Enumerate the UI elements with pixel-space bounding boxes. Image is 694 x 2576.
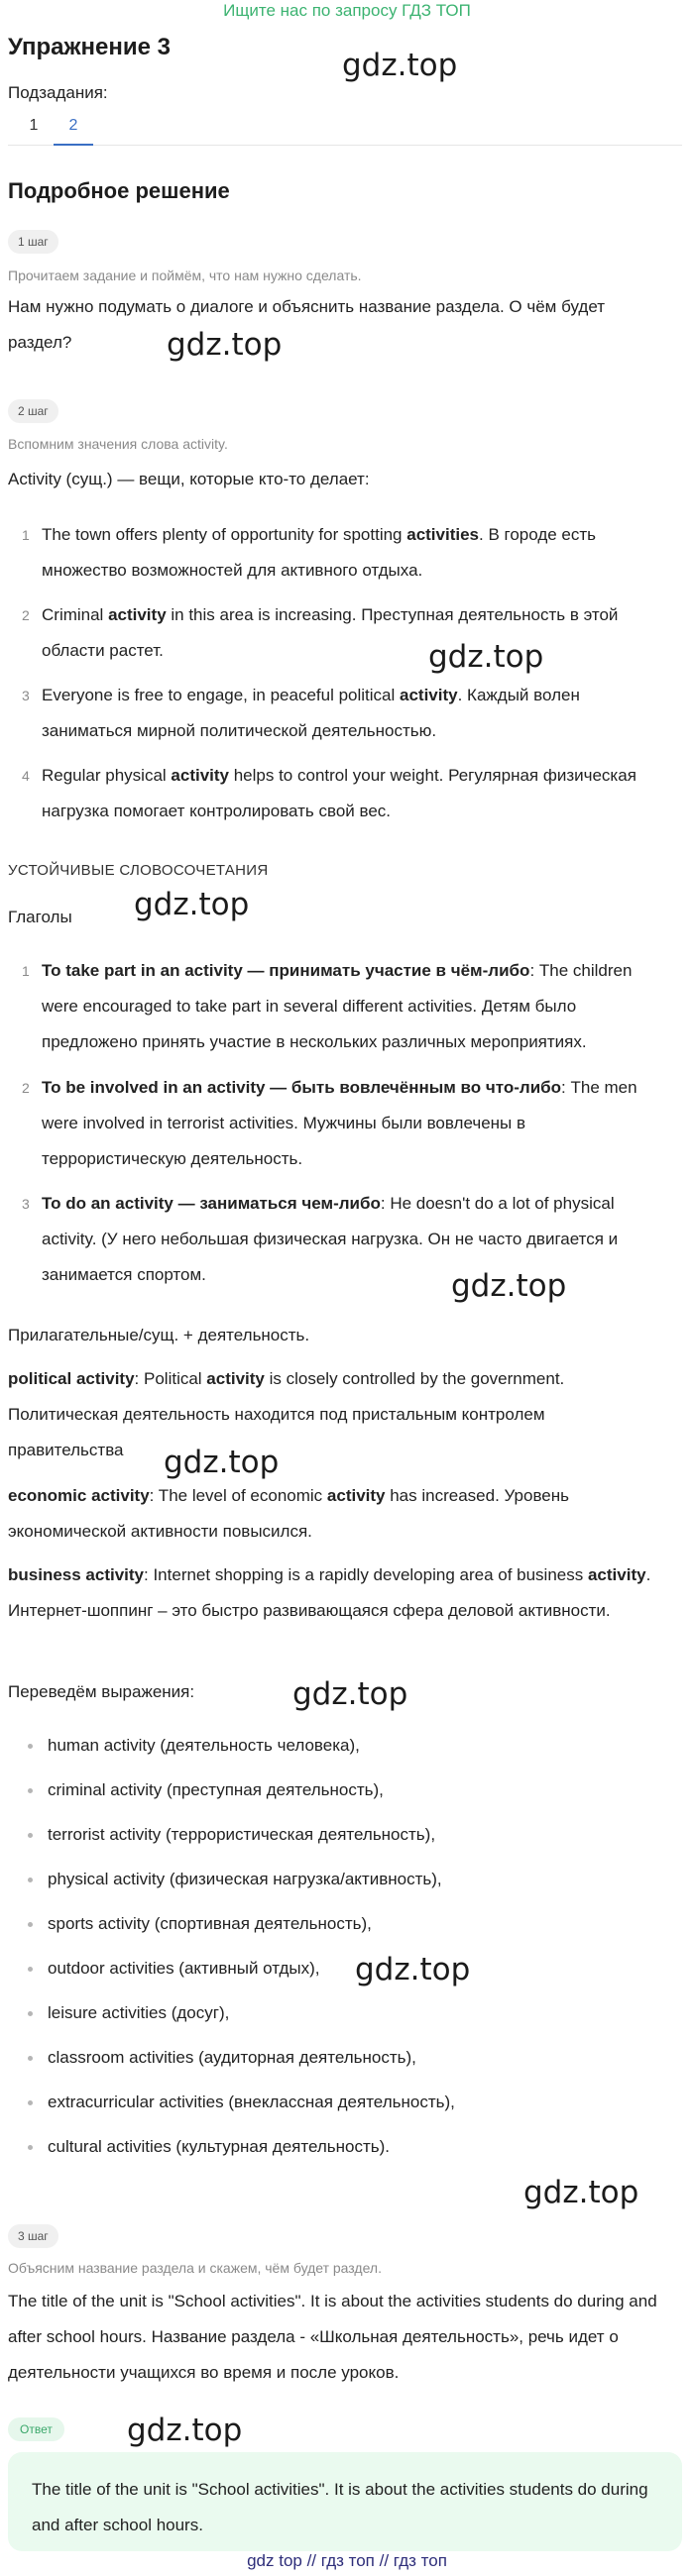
answer-badge: Ответ — [8, 2417, 64, 2441]
tab-subtask-1[interactable]: 1 — [29, 117, 39, 134]
list-item: leisure activities (досуг), — [8, 1995, 662, 2040]
subtasks-label: Подзадания: — [8, 83, 108, 102]
list-item: extracurricular activities (внеклассная деятельность), — [8, 2085, 662, 2129]
step-2-intro: Activity (сущ.) — вещи, которые кто-то делает: — [8, 470, 370, 488]
subtask-tabs — [8, 112, 682, 146]
list-item: terrorist activity (террористическая деятельность), — [8, 1817, 662, 1862]
collocations-heading: УСТОЙЧИВЫЕ СЛОВОСОЧЕТАНИЯ — [8, 862, 269, 879]
step-1-hint: Прочитаем задание и поймём, что нам нужно сделать. — [8, 268, 362, 283]
example-number: 3 — [22, 688, 30, 703]
tab-subtask-2[interactable]: 2 — [54, 112, 93, 146]
verb-text: To do an activity — заниматься чем-либо: He doesn't do a lot of physical activity. (У него небольшая физическая нагрузка. Он не часто двигается и занимается спортом. — [42, 1194, 619, 1284]
translation-list — [8, 1728, 662, 2174]
verb-number: 1 — [22, 963, 30, 979]
watermark: gdz.top — [134, 887, 250, 922]
watermark: gdz.top — [342, 48, 458, 83]
example-number: 4 — [22, 768, 30, 784]
verb-number: 2 — [22, 1080, 30, 1096]
list-item: sports activity (спортивная деятельность), — [8, 1906, 662, 1951]
example-text: Regular physical activity helps to control your weight. Регулярная физическая нагрузка помогает контролировать свой вес. — [42, 766, 636, 820]
example-text: Criminal activity in this area is increasing. Преступная деятельность в этой области растет. — [42, 605, 619, 660]
watermark: gdz.top — [451, 1268, 567, 1304]
example-text: The town offers plenty of opportunity for spotting activities. В городе есть множество возможностей для активного отдыха. — [42, 525, 597, 580]
step-3-text: The title of the unit is "School activities". It is about the activities students do during and after school hours. Название раздела - «Школьная деятельность», речь идет о деятельности учащихся во время и после уроков. — [8, 2292, 657, 2382]
step-3-hint: Объясним название раздела и скажем, чём будет раздел. — [8, 2260, 382, 2276]
watermark: gdz.top — [428, 639, 544, 675]
list-item: criminal activity (преступная деятельность), — [8, 1772, 662, 1817]
example-number: 2 — [22, 607, 30, 623]
translate-label: Переведём выражения: — [8, 1682, 195, 1701]
step-1-badge: 1 шаг — [8, 230, 58, 254]
verb-number: 3 — [22, 1196, 30, 1212]
watermark: gdz.top — [355, 1952, 471, 1987]
collocation-paragraph: business activity: Internet shopping is a rapidly developing area of business activity. Интернет-шоппинг – это быстро развивающаяся сфера деловой активности. — [8, 1565, 651, 1620]
adjectives-label: Прилагательные/сущ. + деятельность. — [8, 1326, 310, 1344]
verbs-label: Глаголы — [8, 908, 72, 926]
collocation-paragraph: economic activity: The level of economic activity has increased. Уровень экономической активности повысился. — [8, 1486, 569, 1541]
step-1-text: Нам нужно подумать о диалоге и объяснить название раздела. О чём будет раздел? — [8, 297, 605, 352]
footer-links[interactable]: gdz top // гдз топ // гдз топ — [247, 2551, 447, 2570]
step-2-hint: Вспомним значения слова activity. — [8, 436, 228, 452]
step-2-badge: 2 шаг — [8, 399, 58, 423]
watermark: gdz.top — [167, 327, 283, 363]
list-item: physical activity (физическая нагрузка/активность), — [8, 1862, 662, 1906]
list-item: outdoor activities (активный отдых), — [8, 1951, 662, 1995]
list-item: human activity (деятельность человека), — [8, 1728, 662, 1772]
watermark: gdz.top — [164, 1445, 280, 1480]
example-text: Everyone is free to engage, in peaceful political activity. Каждый волен заниматься мирной политической деятельностью. — [42, 686, 580, 740]
step-3-badge: 3 шаг — [8, 2224, 58, 2248]
example-number: 1 — [22, 527, 30, 543]
solution-title: Подробное решение — [8, 178, 230, 203]
answer-box — [8, 2452, 682, 2551]
watermark: gdz.top — [292, 1676, 408, 1712]
answer-text: The title of the unit is "School activities". It is about the activities students do during and after school hours. — [32, 2480, 648, 2534]
top-banner[interactable]: Ищите нас по запросу ГДЗ ТОП — [223, 1, 471, 20]
watermark: gdz.top — [523, 2175, 639, 2210]
verb-text: To take part in an activity — принимать участие в чём-либо: The children were encouraged to take part in several different activities. Детям было предложено принять участие в нескольких различных мероприятиях. — [42, 961, 633, 1051]
watermark: gdz.top — [127, 2413, 243, 2448]
collocation-paragraph: political activity: Political activity is closely controlled by the government. Политическая деятельность находится под пристальным контролем правительства — [8, 1369, 565, 1459]
list-item: classroom activities (аудиторная деятельность), — [8, 2040, 662, 2085]
page-title: Упражнение 3 — [8, 34, 171, 60]
list-item: cultural activities (культурная деятельность). — [8, 2129, 662, 2174]
verb-text: To be involved in an activity — быть вовлечённым во что-либо: The men were involved in terrorist activities. Мужчины были вовлечены в террористическую деятельность. — [42, 1078, 637, 1168]
